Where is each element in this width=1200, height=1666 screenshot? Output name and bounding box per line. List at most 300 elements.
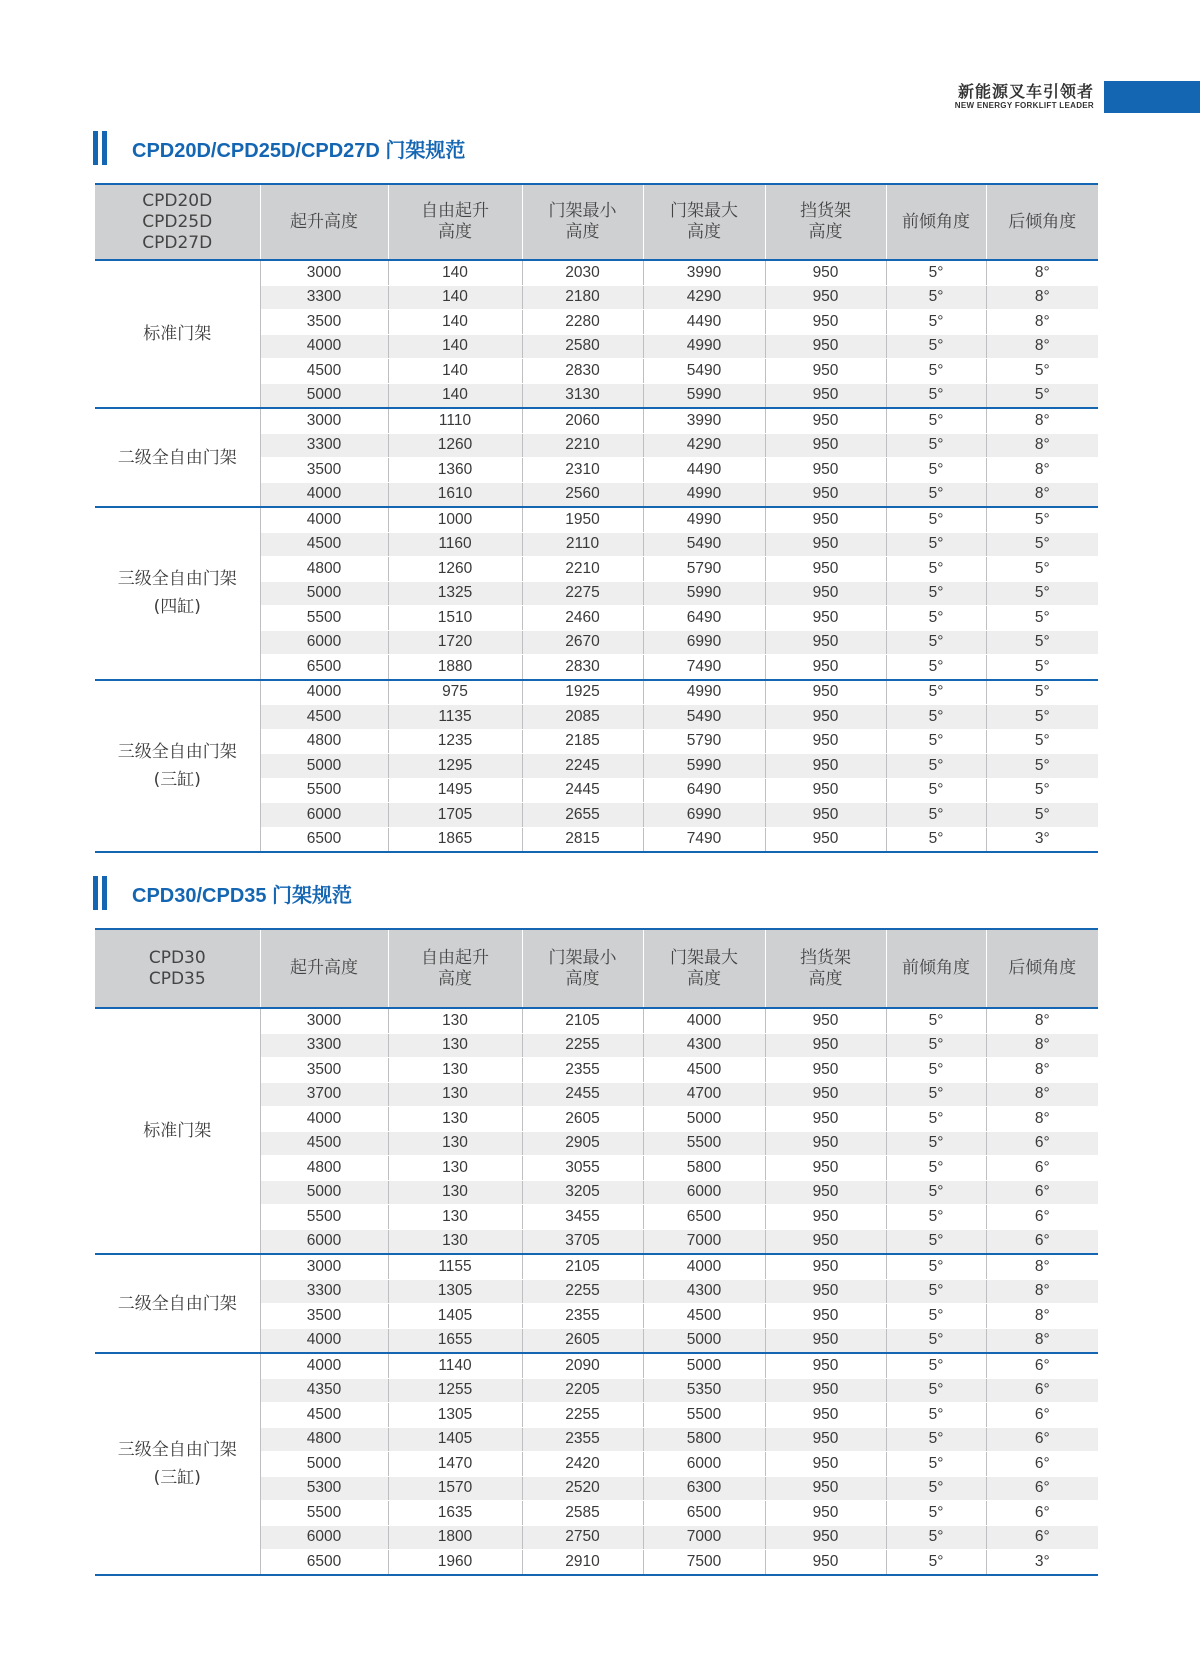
table-cell: 3000 <box>260 260 388 285</box>
table-cell: 2180 <box>522 285 643 310</box>
table-cell: 5° <box>886 680 986 705</box>
table-cell: 5° <box>886 1156 986 1181</box>
table-cell: 950 <box>765 729 886 754</box>
table-cell: 5000 <box>260 1180 388 1205</box>
table-cell: 5° <box>886 260 986 285</box>
text-line: (三缸) <box>153 769 201 790</box>
column-header <box>260 184 388 260</box>
column-header <box>522 929 643 1008</box>
table-cell: 6° <box>986 1180 1098 1205</box>
table-cell: 4700 <box>643 1082 765 1107</box>
table-cell: 5° <box>986 655 1098 680</box>
table-cell: 130 <box>388 1156 522 1181</box>
brand-slogan-cn: 新能源叉车引领者 <box>957 82 1094 101</box>
table-cell: 5° <box>886 1229 986 1254</box>
table-cell: 1160 <box>388 532 522 557</box>
text-line: 三级全自由门架 <box>117 1439 237 1460</box>
table-cell: 1255 <box>388 1378 522 1403</box>
text-line: 自由起升 <box>421 201 489 221</box>
table-cell: 1635 <box>388 1501 522 1526</box>
table-cell: 140 <box>388 334 522 359</box>
table-cell: 2355 <box>522 1304 643 1329</box>
table-cell: 7490 <box>643 655 765 680</box>
table-cell: 5° <box>886 1427 986 1452</box>
text-line: 门架最小 <box>548 947 617 968</box>
table-cell: 130 <box>388 1008 522 1033</box>
table-cell: 7500 <box>643 1550 765 1575</box>
table-cell: 6000 <box>643 1180 765 1205</box>
table-cell: 5000 <box>260 581 388 606</box>
table-cell: 6° <box>986 1205 1098 1230</box>
table-cell: 2205 <box>522 1378 643 1403</box>
table-cell: 5350 <box>643 1378 765 1403</box>
column-header <box>388 184 522 260</box>
table-cell: 6° <box>986 1378 1098 1403</box>
text-line: (四缸) <box>153 597 201 618</box>
table-cell: 6° <box>986 1353 1098 1378</box>
text-line: 高度 <box>565 968 600 989</box>
table-cell: 950 <box>765 1279 886 1304</box>
table-cell: 3205 <box>522 1180 643 1205</box>
table-cell: 130 <box>388 1131 522 1156</box>
table-cell: 4800 <box>260 1156 388 1181</box>
table-cell: 950 <box>765 1131 886 1156</box>
column-header <box>886 184 986 260</box>
table-cell: 2460 <box>522 606 643 631</box>
table-cell: 2655 <box>522 803 643 828</box>
table-cell: 4000 <box>260 1107 388 1132</box>
text-line: 三级全自由门架 <box>117 569 237 590</box>
table-cell: 2090 <box>522 1353 643 1378</box>
table-cell: 7000 <box>643 1525 765 1550</box>
table-cell: 5° <box>886 334 986 359</box>
table-cell: 5790 <box>643 729 765 754</box>
table-cell: 8° <box>986 260 1098 285</box>
table-cell: 2255 <box>522 1403 643 1428</box>
table-cell: 950 <box>765 827 886 852</box>
table-cell: 2605 <box>522 1328 643 1353</box>
table-cell: 4000 <box>260 334 388 359</box>
mast-type-label <box>95 408 260 507</box>
table-cell: 5° <box>886 310 986 335</box>
table-cell: 5000 <box>643 1107 765 1132</box>
table-cell: 5° <box>986 803 1098 828</box>
table-cell: 950 <box>765 1525 886 1550</box>
table-cell: 5° <box>886 1452 986 1477</box>
table-cell: 1295 <box>388 754 522 779</box>
text-line: 挡货架 <box>800 201 851 221</box>
table-cell: 2910 <box>522 1550 643 1575</box>
table-cell: 950 <box>765 655 886 680</box>
title-marker-icon <box>93 131 107 165</box>
table-cell: 5500 <box>260 1205 388 1230</box>
table-cell: 1705 <box>388 803 522 828</box>
table-cell: 3300 <box>260 1279 388 1304</box>
table-cell: 2445 <box>522 778 643 803</box>
table-cell: 3500 <box>260 1058 388 1083</box>
table-cell: 3000 <box>260 1254 388 1279</box>
text-line: 门架最大 <box>670 201 738 221</box>
table-cell: 6500 <box>260 1550 388 1575</box>
table-cell: 5° <box>886 705 986 730</box>
table-cell: 8° <box>986 1107 1098 1132</box>
table-cell: 130 <box>388 1205 522 1230</box>
table-cell: 5990 <box>643 754 765 779</box>
table-cell: 1610 <box>388 482 522 507</box>
table-cell: 975 <box>388 680 522 705</box>
table-cell: 950 <box>765 606 886 631</box>
table-cell: 950 <box>765 1107 886 1132</box>
table-cell: 5° <box>886 557 986 582</box>
table-cell: 2355 <box>522 1427 643 1452</box>
table-cell: 5° <box>886 581 986 606</box>
table-cell: 950 <box>765 1452 886 1477</box>
table-cell: 5° <box>886 606 986 631</box>
table-cell: 5490 <box>643 532 765 557</box>
text-line: 二级全自由门架 <box>117 447 237 468</box>
text-line: 起升高度 <box>290 958 358 978</box>
table-cell: 4000 <box>643 1008 765 1033</box>
table-cell: 130 <box>388 1033 522 1058</box>
table-cell: 6000 <box>260 1229 388 1254</box>
header-row <box>95 929 1098 1008</box>
table-cell: 7000 <box>643 1229 765 1254</box>
table-cell: 4350 <box>260 1378 388 1403</box>
text-line: 标准门架 <box>143 324 212 344</box>
table-cell: 950 <box>765 1205 886 1230</box>
table-cell: 8° <box>986 458 1098 483</box>
table-cell: 2255 <box>522 1279 643 1304</box>
text-line: 二级全自由门架 <box>117 1293 237 1314</box>
text-line: 高度 <box>565 222 600 242</box>
table-cell: 1510 <box>388 606 522 631</box>
table-cell: 1800 <box>388 1525 522 1550</box>
table-row <box>95 408 1098 433</box>
text-line: 标准门架 <box>143 1121 212 1141</box>
table-cell: 2280 <box>522 310 643 335</box>
table-cell: 5° <box>886 507 986 532</box>
table-cell: 5° <box>886 1525 986 1550</box>
table-cell: 8° <box>986 310 1098 335</box>
table-cell: 5° <box>986 383 1098 408</box>
table-cell: 6500 <box>260 827 388 852</box>
table-cell: 950 <box>765 1403 886 1428</box>
table-cell: 5000 <box>260 1452 388 1477</box>
table-cell: 2830 <box>522 655 643 680</box>
table-row <box>95 507 1098 532</box>
table-cell: 130 <box>388 1058 522 1083</box>
table-cell: 950 <box>765 581 886 606</box>
table-cell: 6500 <box>643 1205 765 1230</box>
table-cell: 6° <box>986 1476 1098 1501</box>
table-cell: 950 <box>765 1501 886 1526</box>
table-cell: 950 <box>765 383 886 408</box>
text-line: 前倾角度 <box>902 211 970 232</box>
table-cell: 1260 <box>388 557 522 582</box>
table-cell: 950 <box>765 482 886 507</box>
table-cell: 5000 <box>643 1328 765 1353</box>
table-cell: 950 <box>765 359 886 384</box>
table-cell: 1110 <box>388 408 522 433</box>
table-cell: 6000 <box>260 1525 388 1550</box>
table-cell: 950 <box>765 433 886 458</box>
table-cell: 2355 <box>522 1058 643 1083</box>
table-cell: 1325 <box>388 581 522 606</box>
table-cell: 2060 <box>522 408 643 433</box>
table-cell: 1000 <box>388 507 522 532</box>
section-title-text: CPD20D/CPD25D/CPD27D 门架规范 <box>132 139 466 162</box>
text-line: 高度 <box>808 968 843 989</box>
mast-type-label <box>95 1254 260 1353</box>
table-cell: 4000 <box>260 1328 388 1353</box>
table-cell: 5° <box>886 482 986 507</box>
table-cell: 2110 <box>522 532 643 557</box>
table-cell: 6° <box>986 1229 1098 1254</box>
text-line: 高度 <box>687 222 721 242</box>
column-header <box>765 929 886 1008</box>
table-cell: 7490 <box>643 827 765 852</box>
text-line: CPD20D <box>142 190 213 211</box>
table-cell: 6° <box>986 1403 1098 1428</box>
table-cell: 5° <box>986 581 1098 606</box>
brand-text <box>955 81 1104 113</box>
table-cell: 3° <box>986 1550 1098 1575</box>
text-line: 门架最大 <box>670 947 738 968</box>
table-cell: 6500 <box>643 1501 765 1526</box>
text-line: (三缸) <box>153 1467 201 1488</box>
table-cell: 8° <box>986 1033 1098 1058</box>
table-cell: 950 <box>765 630 886 655</box>
table-cell: 8° <box>986 1328 1098 1353</box>
table-cell: 4000 <box>260 680 388 705</box>
mast-type-label <box>95 507 260 680</box>
table-cell: 5° <box>886 827 986 852</box>
table-cell: 4800 <box>260 557 388 582</box>
table-cell: 1235 <box>388 729 522 754</box>
table-cell: 5° <box>886 532 986 557</box>
brand-accent-bar <box>1104 81 1200 113</box>
table-cell: 2105 <box>522 1254 643 1279</box>
table-cell: 5° <box>886 1008 986 1033</box>
table-cell: 5° <box>986 359 1098 384</box>
table-cell: 3300 <box>260 285 388 310</box>
table-cell: 5° <box>886 803 986 828</box>
text-line: 高度 <box>687 968 721 989</box>
column-header <box>643 184 765 260</box>
table-cell: 5990 <box>643 383 765 408</box>
text-line: 高度 <box>438 222 472 242</box>
table-cell: 4990 <box>643 334 765 359</box>
table-cell: 4500 <box>260 705 388 730</box>
table-cell: 4800 <box>260 729 388 754</box>
table-cell: 2750 <box>522 1525 643 1550</box>
table-cell: 6990 <box>643 630 765 655</box>
table-cell: 3000 <box>260 1008 388 1033</box>
table-cell: 6990 <box>643 803 765 828</box>
table-cell: 2670 <box>522 630 643 655</box>
table-cell: 3130 <box>522 383 643 408</box>
table-cell: 5° <box>986 557 1098 582</box>
table-cell: 2255 <box>522 1033 643 1058</box>
table-cell: 5° <box>886 383 986 408</box>
text-line: CPD35 <box>148 968 206 989</box>
table-cell: 8° <box>986 1058 1098 1083</box>
table-cell: 8° <box>986 285 1098 310</box>
table-cell: 8° <box>986 482 1098 507</box>
section-title-text: CPD30/CPD35 门架规范 <box>132 884 353 907</box>
text-line: CPD25D <box>142 211 213 232</box>
table-cell: 8° <box>986 408 1098 433</box>
table-cell: 5° <box>886 729 986 754</box>
table-cell: 5° <box>986 630 1098 655</box>
table-cell: 5° <box>886 1058 986 1083</box>
table-cell: 4000 <box>260 482 388 507</box>
table-cell: 5° <box>886 1501 986 1526</box>
table-cell: 5° <box>886 1353 986 1378</box>
table-cell: 2085 <box>522 705 643 730</box>
table-cell: 6° <box>986 1427 1098 1452</box>
table-cell: 950 <box>765 310 886 335</box>
table-cell: 130 <box>388 1180 522 1205</box>
brand-slogan-en: NEW ENERGY FORKLIFT LEADER <box>954 101 1094 110</box>
column-header <box>986 929 1098 1008</box>
table-row <box>95 680 1098 705</box>
table-cell: 5° <box>886 1328 986 1353</box>
table-cell: 5° <box>886 1476 986 1501</box>
table-cell: 2520 <box>522 1476 643 1501</box>
table-cell: 950 <box>765 803 886 828</box>
table-cell: 5° <box>986 680 1098 705</box>
table-cell: 1655 <box>388 1328 522 1353</box>
table-cell: 950 <box>765 1229 886 1254</box>
table-cell: 140 <box>388 260 522 285</box>
table-cell: 2580 <box>522 334 643 359</box>
table-cell: 5500 <box>260 606 388 631</box>
table-cell: 6° <box>986 1156 1098 1181</box>
table-cell: 6500 <box>260 655 388 680</box>
text-line: CPD30 <box>148 947 206 968</box>
table-cell: 130 <box>388 1082 522 1107</box>
table-cell: 5500 <box>260 778 388 803</box>
table-cell: 2815 <box>522 827 643 852</box>
table-cell: 2560 <box>522 482 643 507</box>
text-line: 后倾角度 <box>1008 211 1077 232</box>
table-cell: 4800 <box>260 1427 388 1452</box>
table-cell: 5800 <box>643 1427 765 1452</box>
table-cell: 5° <box>886 630 986 655</box>
table-cell: 5° <box>886 1550 986 1575</box>
table-cell: 950 <box>765 1008 886 1033</box>
table-cell: 6490 <box>643 606 765 631</box>
table-cell: 950 <box>765 1254 886 1279</box>
table-cell: 1880 <box>388 655 522 680</box>
table-cell: 8° <box>986 1082 1098 1107</box>
table-cell: 140 <box>388 310 522 335</box>
table-cell: 5500 <box>643 1131 765 1156</box>
table-cell: 1470 <box>388 1452 522 1477</box>
table-cell: 6490 <box>643 778 765 803</box>
table-cell: 2605 <box>522 1107 643 1132</box>
table-cell: 950 <box>765 1156 886 1181</box>
table-cell: 2030 <box>522 260 643 285</box>
table-cell: 5500 <box>260 1501 388 1526</box>
table-cell: 5° <box>886 1131 986 1156</box>
table-cell: 4500 <box>260 359 388 384</box>
table-cell: 5° <box>886 433 986 458</box>
table-cell: 950 <box>765 260 886 285</box>
table-cell: 4500 <box>643 1058 765 1083</box>
table-cell: 140 <box>388 383 522 408</box>
table-cell: 5° <box>886 359 986 384</box>
column-header <box>765 184 886 260</box>
table-cell: 4990 <box>643 507 765 532</box>
table-cell: 950 <box>765 507 886 532</box>
table-cell: 5° <box>886 285 986 310</box>
text-line: 挡货架 <box>800 947 851 968</box>
table-cell: 1135 <box>388 705 522 730</box>
table-cell: 950 <box>765 1476 886 1501</box>
table-cell: 4500 <box>260 1403 388 1428</box>
table-cell: 1305 <box>388 1403 522 1428</box>
table-cell: 950 <box>765 334 886 359</box>
table-row <box>95 1008 1098 1033</box>
table-cell: 950 <box>765 1328 886 1353</box>
table-cell: 5° <box>986 778 1098 803</box>
table-cell: 3990 <box>643 260 765 285</box>
table-cell: 950 <box>765 680 886 705</box>
table-cell: 1495 <box>388 778 522 803</box>
table-cell: 130 <box>388 1107 522 1132</box>
table-cell: 6° <box>986 1501 1098 1526</box>
header-row <box>95 184 1098 260</box>
table-cell: 3300 <box>260 1033 388 1058</box>
title-marker-icon <box>93 876 107 910</box>
table-cell: 950 <box>765 1353 886 1378</box>
table-cell: 5500 <box>643 1403 765 1428</box>
table-cell: 4000 <box>260 507 388 532</box>
table-cell: 140 <box>388 359 522 384</box>
table-cell: 3500 <box>260 310 388 335</box>
table-cell: 5490 <box>643 705 765 730</box>
table-cell: 2905 <box>522 1131 643 1156</box>
table-cell: 3055 <box>522 1156 643 1181</box>
table-cell: 130 <box>388 1229 522 1254</box>
table-cell: 1405 <box>388 1304 522 1329</box>
column-header <box>643 929 765 1008</box>
model-header-cell <box>95 184 260 260</box>
table-cell: 5° <box>886 1378 986 1403</box>
table-cell: 6° <box>986 1452 1098 1477</box>
table-cell: 5° <box>886 1279 986 1304</box>
table-cell: 3500 <box>260 1304 388 1329</box>
table-cell: 950 <box>765 532 886 557</box>
table-cell: 5990 <box>643 581 765 606</box>
table-cell: 5° <box>886 1107 986 1132</box>
table-cell: 1140 <box>388 1353 522 1378</box>
table-cell: 4000 <box>260 1353 388 1378</box>
table-cell: 2585 <box>522 1501 643 1526</box>
table-cell: 6000 <box>643 1452 765 1477</box>
table-cell: 2185 <box>522 729 643 754</box>
text-line: 起升高度 <box>290 211 358 232</box>
table-cell: 5° <box>986 729 1098 754</box>
table-cell: 5000 <box>643 1353 765 1378</box>
table-cell: 5° <box>886 754 986 779</box>
table-cell: 1155 <box>388 1254 522 1279</box>
table-cell: 5° <box>886 655 986 680</box>
table-cell: 5° <box>986 606 1098 631</box>
table-cell: 3705 <box>522 1229 643 1254</box>
